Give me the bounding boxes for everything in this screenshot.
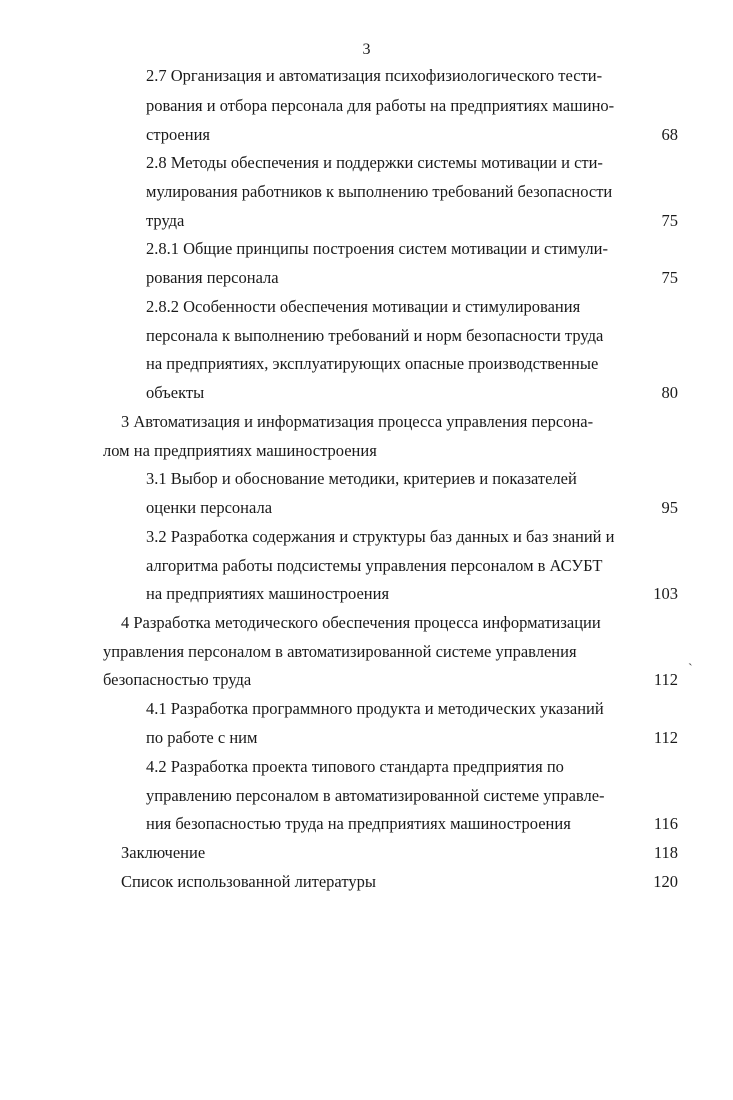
toc-entry-2-8-2-line-2: персонала к выполнению требований и норм безопасности труда (146, 326, 604, 345)
toc-entry-4-2-page: 116 (653, 814, 678, 833)
toc-entry-2-8-2-line-1: 2.8.2 Особенности обеспечения мотивации и стимулирования (146, 297, 581, 316)
toc-entry-conclusion: Заключение (121, 843, 206, 862)
toc-entry-3-2-line-2: алгоритма работы подсистемы управления персоналом в АСУБТ (146, 556, 603, 575)
toc-entry-4-page: 112 (653, 670, 678, 689)
toc-entry-3-line-1: 3 Автоматизация и информатизация процесса управления персона- (121, 412, 594, 431)
toc-entry-conclusion-page: 118 (653, 843, 678, 862)
toc-entry-2-8-2-page: 80 (661, 383, 678, 402)
toc-entry-2-8-page: 75 (661, 211, 678, 230)
toc-entry-2-8-line-1: 2.8 Методы обеспечения и поддержки системы мотивации и сти- (146, 153, 603, 172)
toc-entry-references: Список использованной литературы (121, 872, 376, 891)
toc-entry-2-8-1-line-1: 2.8.1 Общие принципы построения систем мотивации и стимули- (146, 239, 608, 258)
toc-entry-4-1-line-1: 4.1 Разработка программного продукта и методических указаний (146, 699, 604, 718)
toc-entry-4-1-page: 112 (653, 728, 678, 747)
toc-entry-references-page: 120 (653, 872, 678, 891)
toc-entry-3-line-2: лом на предприятиях машиностроения (103, 441, 377, 460)
toc-entry-4-line-1: 4 Разработка методического обеспечения процесса информатизации (121, 613, 601, 632)
toc-entry-3-2-page: 103 (653, 584, 678, 603)
toc-entry-2-7-line-1: 2.7 Организация и автоматизация психофизиологического тести- (146, 66, 603, 85)
toc-entry-4-line-3: безопасностью труда (103, 670, 252, 689)
toc-entry-4-2-line-3: ния безопасностью труда на предприятиях машиностроения (146, 814, 571, 833)
toc-entry-2-8-1-page: 75 (661, 268, 678, 287)
toc-entry-2-8-2-line-4: объекты (146, 383, 205, 402)
stray-mark: ` (688, 662, 693, 677)
toc-entry-2-8-line-3: труда (146, 211, 185, 230)
toc-entry-2-8-2-line-3: на предприятиях, эксплуатирующих опасные производственные (146, 354, 599, 373)
toc-entry-4-line-2: управления персоналом в автоматизированной системе управления (103, 642, 577, 661)
toc-entry-2-7-page: 68 (661, 125, 678, 144)
toc-entry-2-8-line-2: мулирования работников к выполнению требований безопасности (146, 182, 613, 201)
toc-entry-3-1-line-2: оценки персонала (146, 498, 273, 517)
toc-entry-2-7-line-2: рования и отбора персонала для работы на предприятиях машино- (146, 96, 615, 115)
toc-entry-4-2-line-1: 4.2 Разработка проекта типового стандарта предприятия по (146, 757, 564, 776)
toc-entry-4-1-line-2: по работе с ним (146, 728, 258, 747)
toc-entry-3-2-line-3: на предприятиях машиностроения (146, 584, 390, 603)
page-number: 3 (362, 41, 371, 58)
toc-entry-3-1-page: 95 (661, 498, 678, 517)
toc-entry-3-2-line-1: 3.2 Разработка содержания и структуры баз данных и баз знаний и (146, 527, 615, 546)
toc-entry-2-8-1-line-2: рования персонала (146, 268, 279, 287)
toc-entry-4-2-line-2: управлению персоналом в автоматизированной системе управле- (146, 786, 605, 805)
toc-entry-3-1-line-1: 3.1 Выбор и обоснование методики, критериев и показателей (146, 469, 577, 488)
toc-entry-2-7-line-3: строения (146, 125, 211, 144)
